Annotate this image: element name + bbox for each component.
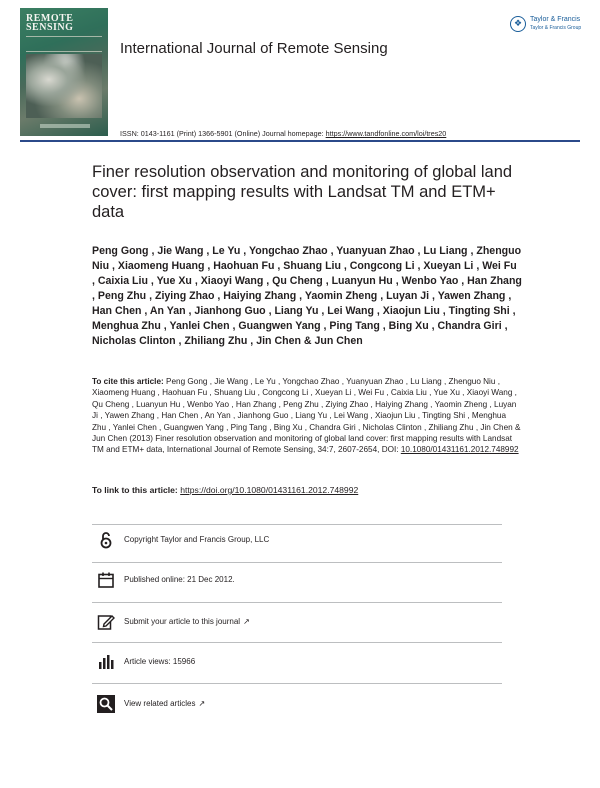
open-access-icon bbox=[96, 530, 116, 550]
header-divider bbox=[20, 140, 580, 142]
journal-cover-image bbox=[20, 8, 108, 136]
copyright-row bbox=[96, 530, 496, 552]
article-link-label: To link to this article: bbox=[92, 485, 181, 495]
submit-article-link[interactable]: Submit your article to this journal ↗ bbox=[124, 617, 250, 626]
article-title: Finer resolution observation and monitoring of global land cover: first mapping results with Landsat TM and ETM+ data bbox=[92, 163, 513, 221]
calendar-icon bbox=[96, 570, 116, 590]
article-doi-url[interactable]: https://doi.org/10.1080/01431161.2012.748992 bbox=[180, 485, 359, 495]
citation-block bbox=[92, 376, 522, 456]
publisher-logo-name: Taylor & Francis bbox=[530, 16, 581, 23]
cover-title: REMOTE SENSING bbox=[26, 13, 74, 33]
cover-satellite-photo bbox=[26, 54, 102, 118]
publisher-logo-icon: ❖ bbox=[510, 16, 526, 32]
journal-homepage-link[interactable]: https://www.tandfonline.com/loi/tres20 bbox=[325, 129, 447, 138]
article-views-text: Article views: 15966 bbox=[124, 657, 196, 666]
bar-chart-icon bbox=[96, 652, 116, 672]
published-date-text: Published online: 21 Dec 2012. bbox=[124, 575, 235, 584]
publisher-logo-sub: Taylor & Francis Group bbox=[530, 25, 582, 31]
submit-article-row[interactable] bbox=[96, 612, 496, 634]
article-views-row bbox=[96, 652, 496, 674]
published-row bbox=[96, 570, 496, 592]
publisher-logo[interactable] bbox=[510, 16, 590, 36]
citation-text: Peng Gong , Jie Wang , Le Yu , Yongchao Zhao , Yuanyuan Zhao , Lu Liang , Zhenguo Niu , Xiaomeng Huang , Haohuan Fu , Shuang Liu , Congcong Li , Xueyan Li , Wei Fu , Caixia Liu , Yue Xu , Xiaoyi Wang , Qu Cheng , Luanyun Hu , Wenbo Yao , Han Zhang , Peng Zhu , Ziying Zhao , Haiying Zhang , Yaomin Zheng , Luyan Ji , Yawen Zhang , Han Chen , An Yan , Jianhong Guo , Liang Yu , Lei Wang , Xiaojun Liu , Tingting Shi , Menghua Zhu , Yanlei Chen , Guangwen Yang , Ping Tang , Bing Xu , Chandra Giri , Nicholas Clinton , Zhiliang Zhu , Jin Chen & Jun Chen (2013) Finer resolution observation and monitoring of global land cover: first mapping results with Landsat TM and ETM+ data, International Journal of Remote Sensing, 34:7, 2607-2654, DOI: bbox=[92, 377, 521, 455]
author-list: Peng Gong , Jie Wang , Le Yu , Yongchao Zhao , Yuanyuan Zhao , Lu Liang , Zhenguo Niu , Xiaomeng Huang , Haohuan Fu , Shuang Liu , Congcong Li , Xueyan Li , Wei Fu , Caixia Liu , Yue Xu , Xiaoyi Wang , Qu Cheng , Luanyun Hu , Wenbo Yao , Han Zhang , Peng Zhu , Ziying Zhao , Haiying Zhang , Yaomin Zheng , Luyan Ji , Yawen Zhang , Han Chen , An Yan , Jianhong Guo , Liang Yu , Lei Wang , Xiaojun Liu , Tingting Shi , Menghua Zhu , Yanlei Chen , Guangwen Yang , Ping Tang , Bing Xu , Chandra Giri , Nicholas Clinton , Zhiliang Zhu , Jin Chen & Jun Chen bbox=[92, 245, 522, 347]
search-icon bbox=[96, 694, 116, 714]
cover-footer-band bbox=[40, 124, 90, 128]
related-articles-link[interactable]: View related articles ↗ bbox=[124, 699, 206, 708]
divider bbox=[92, 642, 502, 643]
external-link-icon: ↗ bbox=[243, 617, 250, 626]
issn-text: ISSN: 0143-1161 (Print) 1366-5901 (Online) Journal homepage: bbox=[120, 129, 326, 138]
citation-doi-link[interactable]: 10.1080/01431161.2012.748992 bbox=[400, 445, 519, 455]
related-articles-row[interactable] bbox=[96, 694, 496, 716]
divider bbox=[92, 602, 502, 603]
citation-label: To cite this article: bbox=[92, 377, 167, 386]
edit-icon bbox=[96, 612, 116, 632]
issn-line bbox=[120, 129, 446, 138]
divider bbox=[92, 683, 502, 684]
copyright-text: Copyright Taylor and Francis Group, LLC bbox=[124, 535, 270, 544]
cover-subtitle-band bbox=[26, 36, 102, 52]
divider bbox=[92, 562, 502, 563]
article-link-line bbox=[92, 485, 522, 495]
journal-title: International Journal of Remote Sensing bbox=[120, 40, 388, 57]
divider bbox=[92, 524, 502, 525]
external-link-icon: ↗ bbox=[198, 699, 206, 708]
